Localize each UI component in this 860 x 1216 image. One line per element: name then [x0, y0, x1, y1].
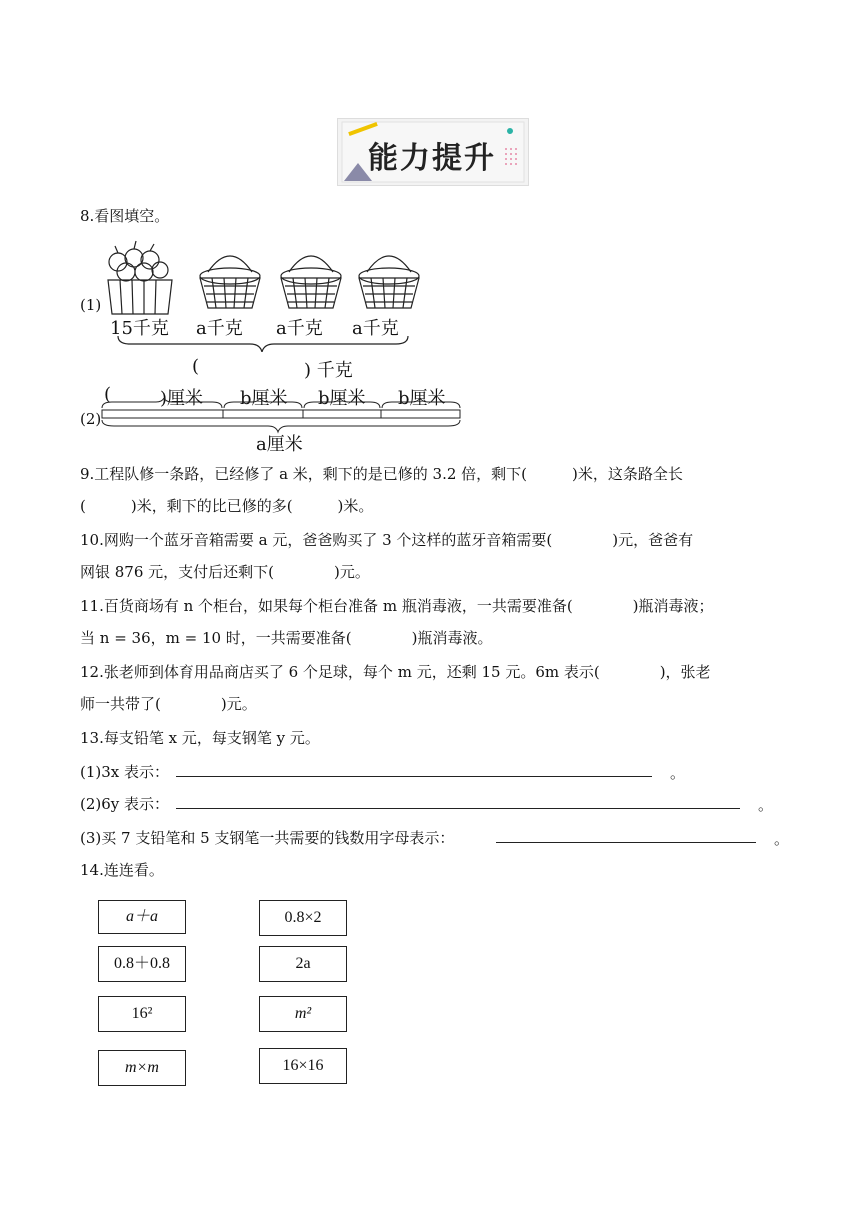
- q11-line1: 11.百货商场有 n 个柜台，如果每个柜台准备 m 瓶消毒液，一共需要准备( )瓶消毒液；: [80, 597, 714, 615]
- match-right-16-times-16[interactable]: 16×16: [259, 1048, 347, 1084]
- q8-part1-label: (1): [80, 296, 102, 314]
- q8-answer-open: (: [192, 356, 200, 377]
- q12-line1: 12.张老师到体育用品商店买了 6 个足球，每个 m 元，还剩 15 元。6m 表示( )，张老: [80, 663, 711, 681]
- q9-line2: ( )米，剩下的比已修的多( )米。: [80, 497, 374, 515]
- q13-part1-answer-line[interactable]: [176, 776, 652, 777]
- q8-segment-diagram: [100, 398, 470, 434]
- q8-p2-open: (: [104, 384, 112, 405]
- match-right-2a[interactable]: 2a: [259, 946, 347, 982]
- woven-basket-icon: [281, 256, 341, 308]
- q8-answer-close: ) 千克: [304, 360, 353, 381]
- banner-title: 能力提升: [368, 141, 496, 176]
- q13-part3-end: 。: [774, 830, 790, 848]
- q8-label-basket2: a千克: [276, 318, 323, 339]
- q13-part1-label: (1)3x 表示：: [80, 763, 170, 781]
- match-right-0.8-times-2[interactable]: 0.8×2: [259, 900, 347, 936]
- q8-label-basket1: a千克: [196, 318, 243, 339]
- match-left-m-times-m[interactable]: m×m: [98, 1050, 186, 1086]
- apple-basket-icon: [108, 241, 172, 314]
- q14-title: 14.连连看。: [80, 861, 164, 879]
- q13-part2-label: (2)6y 表示：: [80, 795, 170, 813]
- q8-p2-unknown: )厘米: [160, 388, 204, 409]
- q8-title: 8.看图填空。: [80, 207, 170, 225]
- section-banner: [337, 118, 529, 186]
- woven-basket-icon: [200, 256, 260, 308]
- q8-p2-b3: b厘米: [398, 388, 446, 409]
- match-left-0.8-plus-0.8[interactable]: 0.8＋0.8: [98, 946, 186, 982]
- q13-part1-end: 。: [670, 764, 686, 782]
- q11-line2: 当 n = 36，m = 10 时，一共需要准备( )瓶消毒液。: [80, 629, 493, 647]
- q13-title: 13.每支铅笔 x 元，每支钢笔 y 元。: [80, 729, 320, 747]
- match-left-16-squared[interactable]: 16²: [98, 996, 186, 1032]
- q10-line2: 网银 876 元，支付后还剩下( )元。: [80, 563, 370, 581]
- q8-label-basket3: a千克: [352, 318, 399, 339]
- q10-line1: 10.网购一个蓝牙音箱需要 a 元，爸爸购买了 3 个这样的蓝牙音箱需要( )元，爸爸有: [80, 531, 694, 549]
- woven-basket-icon: [359, 256, 419, 308]
- match-left-a-plus-a[interactable]: a＋a: [98, 900, 186, 934]
- q13-part2-answer-line[interactable]: [176, 808, 740, 809]
- q9-line1: 9.工程队修一条路，已经修了 a 米，剩下的是已修的 3.2 倍，剩下( )米，这条路全长: [80, 465, 683, 483]
- q13-part3-label: (3)买 7 支铅笔和 5 支钢笔一共需要的钱数用字母表示：: [80, 829, 455, 847]
- q13-part2-end: 。: [758, 796, 774, 814]
- q8-part2-label: (2): [80, 410, 102, 428]
- q8-p2-b2: b厘米: [318, 388, 366, 409]
- q13-part3-answer-line[interactable]: [496, 842, 756, 843]
- q8-label-apples: 15千克: [110, 318, 169, 339]
- q8-p2-b1: b厘米: [240, 388, 288, 409]
- q8-p2-total: a厘米: [256, 434, 303, 455]
- q12-line2: 师一共带了( )元。: [80, 695, 257, 713]
- match-right-m-squared[interactable]: m²: [259, 996, 347, 1032]
